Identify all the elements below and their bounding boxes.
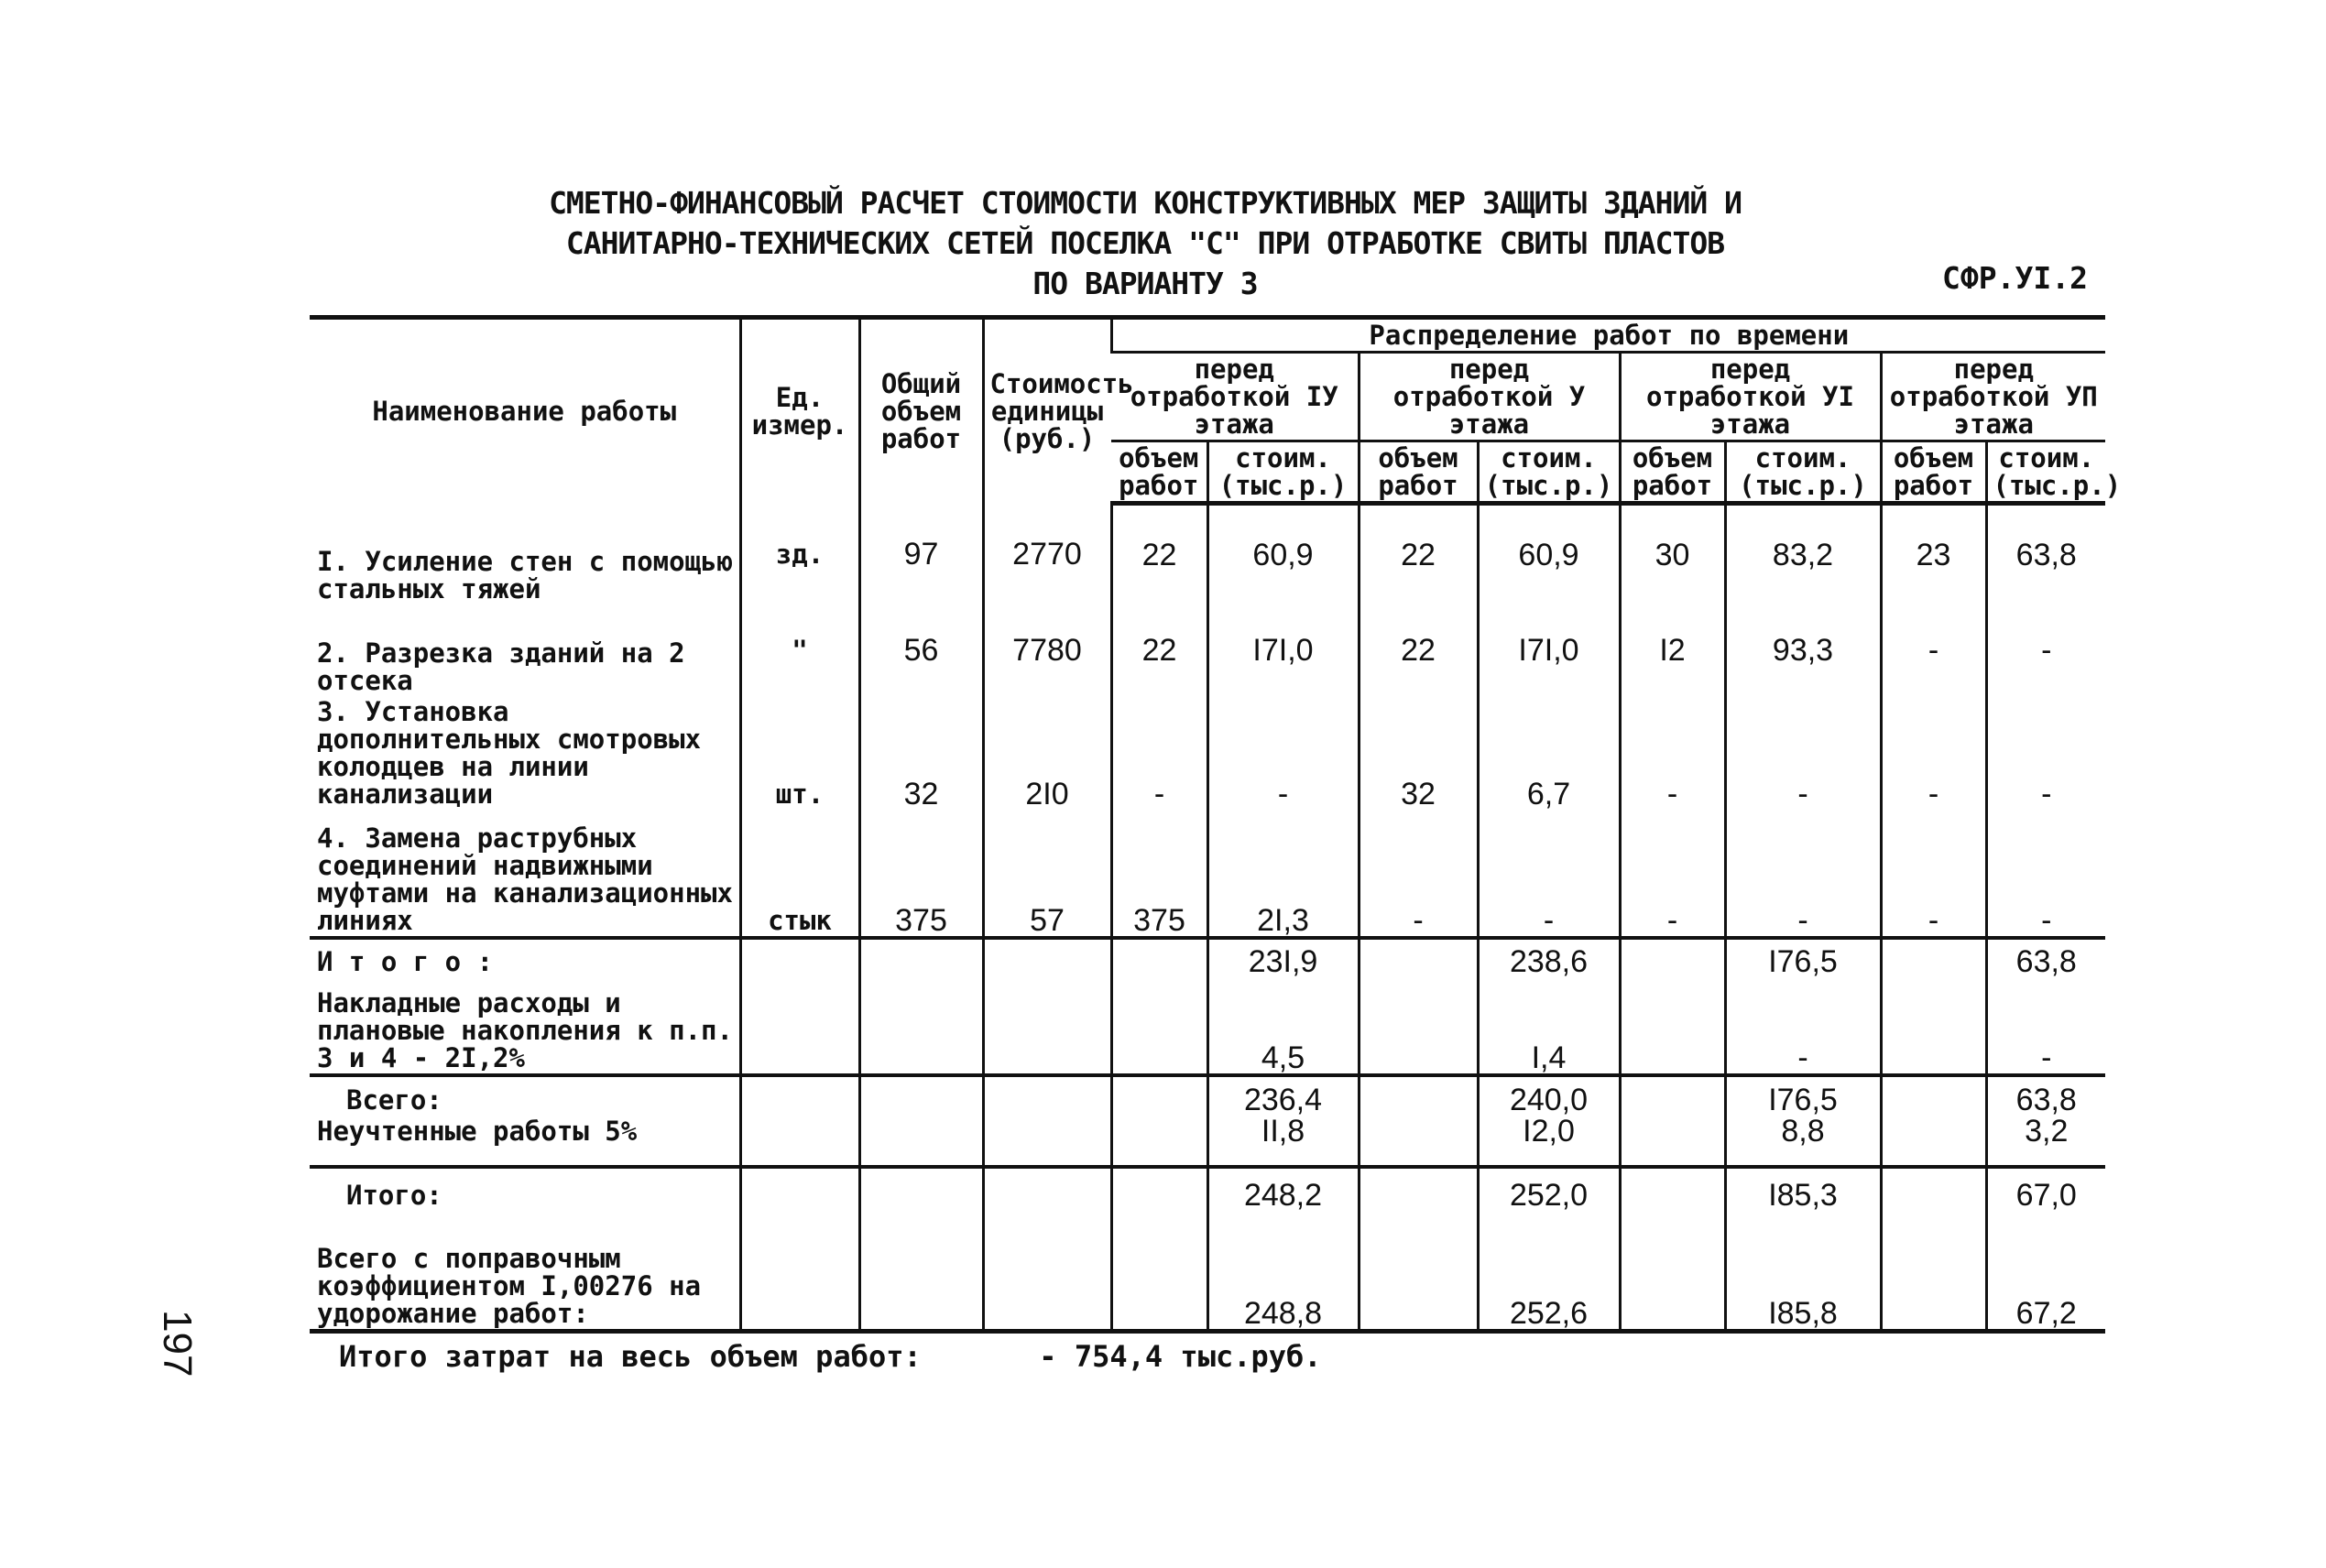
table-row xyxy=(310,696,2105,810)
row-price: 2770 xyxy=(983,504,1111,604)
row-v1: 375 xyxy=(1111,810,1207,938)
vsego-c4: 63,8 xyxy=(1986,1075,2105,1116)
row-unit: шт. xyxy=(740,696,859,810)
vsego-c3: I76,5 xyxy=(1725,1075,1881,1116)
unaccounted-c2: I2,0 xyxy=(1478,1116,1620,1167)
row-total: 32 xyxy=(859,696,983,810)
itogo-c2: 238,6 xyxy=(1478,938,1620,984)
row-v4: - xyxy=(1881,696,1986,810)
row-v2: - xyxy=(1359,810,1478,938)
row-c4: 63,8 xyxy=(1986,504,2105,604)
row-price: 57 xyxy=(983,810,1111,938)
row-c1: I7I,0 xyxy=(1207,604,1359,696)
row-c2: - xyxy=(1478,810,1620,938)
corrected-c1: 248,8 xyxy=(1207,1222,1359,1332)
itogo2-c1: 248,2 xyxy=(1207,1167,1359,1222)
row-v3: I2 xyxy=(1620,604,1725,696)
row-unit: зд. xyxy=(740,504,859,604)
grand-total-value: - 754,4 тыс.руб. xyxy=(1039,1339,1322,1374)
corrected-c4: 67,2 xyxy=(1986,1222,2105,1332)
itogo-label: И т о г о : xyxy=(310,938,740,984)
table-row xyxy=(310,810,2105,938)
row-c1: 2I,3 xyxy=(1207,810,1359,938)
summary-row-corrected xyxy=(310,1222,2105,1332)
row-c1: - xyxy=(1207,696,1359,810)
vsego-c1: 236,4 xyxy=(1207,1075,1359,1116)
unaccounted-c1: II,8 xyxy=(1207,1116,1359,1167)
title-line-1: СМЕТНО-ФИНАНСОВЫЙ РАСЧЕТ СТОИМОСТИ КОНСТРУКТИВНЫХ МЕР ЗАЩИТЫ ЗДАНИЙ И xyxy=(549,185,1742,221)
row-c2: 60,9 xyxy=(1478,504,1620,604)
row-v4: - xyxy=(1881,604,1986,696)
header-cost: стоим. (тыс.р.) xyxy=(1207,441,1359,504)
row-price: 2I0 xyxy=(983,696,1111,810)
row-v4: 23 xyxy=(1881,504,1986,604)
header-period-4: перед отработкой УП этажа xyxy=(1881,353,2105,441)
table-row xyxy=(310,504,2105,604)
document-code: СФР.УI.2 xyxy=(1942,260,2088,296)
row-v3: - xyxy=(1620,696,1725,810)
row-total: 97 xyxy=(859,504,983,604)
row-unit: " xyxy=(740,604,859,696)
overhead-c4: - xyxy=(1986,984,2105,1075)
header-unit-cost: Стоимость единицы (руб.) xyxy=(983,318,1111,504)
header-vol: объем работ xyxy=(1111,441,1207,504)
row-name: 2. Разрезка зданий на 2 отсека xyxy=(317,637,685,696)
row-unit: стык xyxy=(740,810,859,938)
unaccounted-label: Неучтенные работы 5% xyxy=(317,1115,638,1147)
header-period-3: перед отработкой УI этажа xyxy=(1620,353,1881,441)
row-c3: - xyxy=(1725,810,1881,938)
table-row xyxy=(310,604,2105,696)
summary-row-vsego xyxy=(310,1075,2105,1116)
header-period-2: перед отработкой У этажа xyxy=(1359,353,1620,441)
title-line-3: ПО ВАРИАНТУ 3 xyxy=(1032,266,1258,301)
itogo-c3: I76,5 xyxy=(1725,938,1881,984)
row-v1: - xyxy=(1111,696,1207,810)
itogo2-c4: 67,0 xyxy=(1986,1167,2105,1222)
title-line-2: САНИТАРНО-ТЕХНИЧЕСКИХ СЕТЕЙ ПОСЕЛКА "С" ПРИ ОТРАБОТКЕ СВИТЫ ПЛАСТОВ xyxy=(565,225,1725,261)
row-c4: - xyxy=(1986,810,2105,938)
header-period-1: перед отработкой IУ этажа xyxy=(1111,353,1359,441)
row-v1: 22 xyxy=(1111,604,1207,696)
row-v4: - xyxy=(1881,810,1986,938)
header-distribution: Распределение работ по времени xyxy=(1111,318,2105,353)
row-v3: 30 xyxy=(1620,504,1725,604)
summary-row-itogo xyxy=(310,938,2105,984)
summary-row-itogo2 xyxy=(310,1167,2105,1222)
itogo-c4: 63,8 xyxy=(1986,938,2105,984)
row-v2: 32 xyxy=(1359,696,1478,810)
row-v3: - xyxy=(1620,810,1725,938)
row-v1: 22 xyxy=(1111,504,1207,604)
header-cost: стоим. (тыс.р.) xyxy=(1725,441,1881,504)
row-c3: 93,3 xyxy=(1725,604,1881,696)
row-c2: I7I,0 xyxy=(1478,604,1620,696)
header-total-volume: Общий объем работ xyxy=(859,318,983,504)
row-name: 4. Замена раструбных соединений надвижными муфтами на канализационных линиях xyxy=(317,822,733,936)
overhead-label: Накладные расходы и плановые накопления к п.п. 3 и 4 - 2I,2% xyxy=(317,986,733,1073)
row-c1: 60,9 xyxy=(1207,504,1359,604)
header-vol: объем работ xyxy=(1620,441,1725,504)
header-vol: объем работ xyxy=(1881,441,1986,504)
grand-total xyxy=(339,1339,1322,1374)
row-c2: 6,7 xyxy=(1478,696,1620,810)
row-c4: - xyxy=(1986,696,2105,810)
header-cost: стоим. (тыс.р.) xyxy=(1478,441,1620,504)
row-name: 3. Установка дополнительных смотровых колодцев на линии канализации xyxy=(317,695,702,810)
itogo2-c3: I85,3 xyxy=(1725,1167,1881,1222)
row-v2: 22 xyxy=(1359,604,1478,696)
unaccounted-c3: 8,8 xyxy=(1725,1116,1881,1167)
corrected-c3: I85,8 xyxy=(1725,1222,1881,1332)
summary-row-overhead xyxy=(310,984,2105,1075)
overhead-c3: - xyxy=(1725,984,1881,1075)
unaccounted-c4: 3,2 xyxy=(1986,1116,2105,1167)
row-price: 7780 xyxy=(983,604,1111,696)
vsego-label: Всего: xyxy=(310,1075,740,1116)
overhead-c2: I,4 xyxy=(1478,984,1620,1075)
header-name: Наименование работы xyxy=(310,318,740,504)
row-total: 375 xyxy=(859,810,983,938)
corrected-label: Всего с поправочным коэффициентом I,00276 на удорожание работ: xyxy=(317,1243,702,1329)
summary-row-unaccounted xyxy=(310,1116,2105,1167)
grand-total-label: Итого затрат на весь объем работ: xyxy=(339,1339,922,1374)
row-v2: 22 xyxy=(1359,504,1478,604)
itogo2-c2: 252,0 xyxy=(1478,1167,1620,1222)
itogo2-label: Итого: xyxy=(310,1167,740,1222)
vsego-c2: 240,0 xyxy=(1478,1075,1620,1116)
itogo-c1: 23I,9 xyxy=(1207,938,1359,984)
row-name: I. Усиление стен с помощью стальных тяжей xyxy=(317,545,733,604)
header-unit: Ед. измер. xyxy=(740,318,859,504)
header-cost: стоим. (тыс.р.) xyxy=(1986,441,2105,504)
estimate-table xyxy=(310,315,2122,1334)
row-c3: 83,2 xyxy=(1725,504,1881,604)
row-total: 56 xyxy=(859,604,983,696)
overhead-c1: 4,5 xyxy=(1207,984,1359,1075)
header-vol: объем работ xyxy=(1359,441,1478,504)
page-number: 197 xyxy=(155,1310,200,1377)
row-c3: - xyxy=(1725,696,1881,810)
corrected-c2: 252,6 xyxy=(1478,1222,1620,1332)
row-c4: - xyxy=(1986,604,2105,696)
